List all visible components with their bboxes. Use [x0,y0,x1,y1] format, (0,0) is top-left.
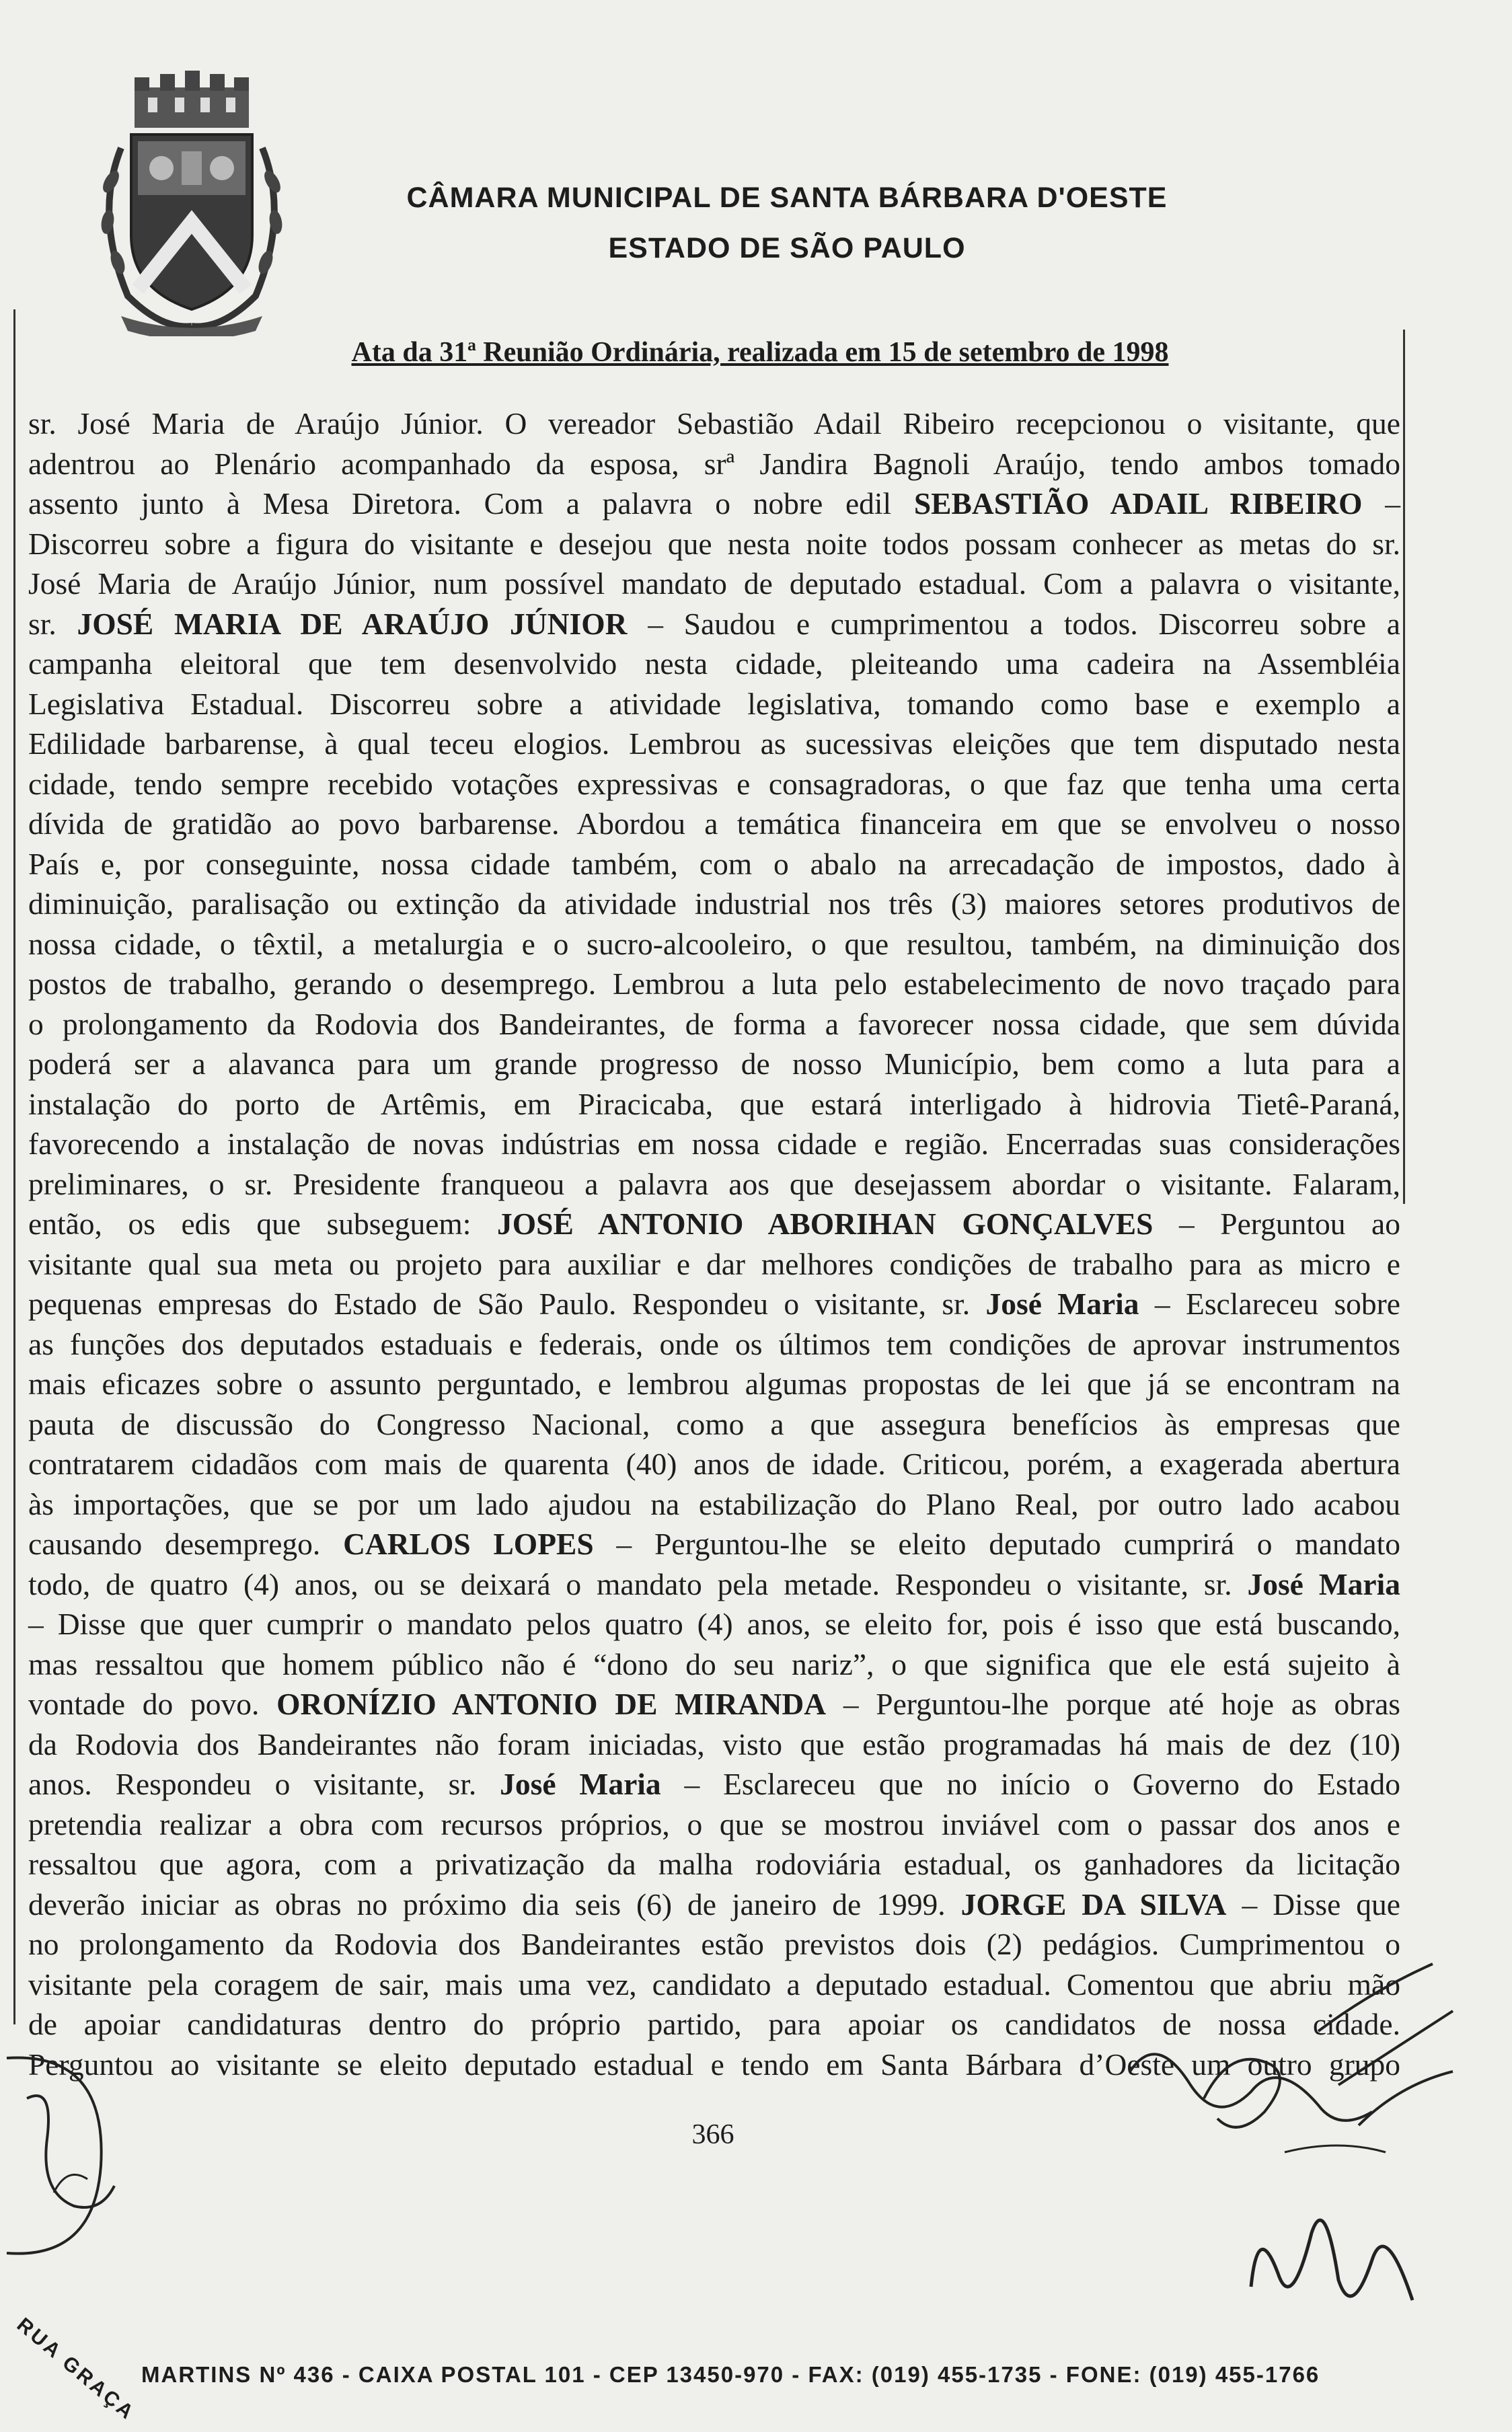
text-segment: visitante pela coragem de sair, mais uma vez, candidato a deputado estadual. Comentou que abriu mão [28,1967,1400,2002]
text-segment: mais eficazes sobre o assunto perguntado, e lembrou algumas propostas de lei que já se encontram na [28,1367,1400,1401]
bold-name: JORGE DA SILVA [960,1887,1227,1922]
text-line [28,1844,1400,1885]
text-line [28,1004,1400,1044]
text-line [28,1204,1400,1244]
text-segment: pequenas empresas do Estado de São Paulo. Respondeu o visitante, sr. [28,1287,986,1321]
organization-name: CÂMARA MUNICIPAL DE SANTA BÁRBARA D'OESTE [406,182,1168,214]
text-segment: pretendia realizar a obra com recursos próprios, o que se mostrou inviável com o passar dos anos e [28,1807,1400,1841]
text-line [28,924,1400,964]
text-segment: pauta de discussão do Congresso Nacional, como a que assegura benefícios às empresas que [28,1406,1400,1441]
text-line [28,1244,1400,1285]
text-line [28,1724,1400,1765]
text-line [28,1124,1400,1164]
text-line [28,1444,1400,1484]
municipal-coat-of-arms-icon [81,67,303,336]
text-line [28,1804,1400,1845]
bold-name: SEBASTIÃO ADAIL RIBEIRO [913,486,1363,521]
text-line [28,1324,1400,1365]
text-segment: então, os edis que subseguem: [28,1207,498,1241]
text-line [28,1284,1400,1324]
text-segment: postos de trabalho, gerando o desemprego. Lembrou a luta pelo estabelecimento de novo traçado para [28,966,1400,1001]
text-segment: José Maria de Araújo Júnior, num possível mandato de deputado estadual. Com a palavra o visitante, [28,566,1400,601]
page-number: 366 [691,2119,734,2150]
text-segment: causando desemprego. [28,1527,344,1561]
text-line [28,964,1400,1004]
text-segment: – Disse que [1226,1887,1401,1922]
text-segment: as funções dos deputados estaduais e federais, onde os últimos tem condições de aprovar instrumentos [28,1326,1400,1361]
text-segment: sr. José Maria de Araújo Júnior. O vereador Sebastião Adail Ribeiro recepcionou o visitante, que [28,406,1400,441]
text-segment: visitante qual sua meta ou projeto para auxiliar e dar melhores condições de trabalho para as micro e [28,1246,1400,1281]
text-segment: – Esclareceu sobre [1139,1287,1400,1321]
text-line [28,884,1400,924]
text-segment: – [1362,486,1400,521]
organization-state: ESTADO DE SÃO PAULO [608,232,966,264]
text-segment: de apoiar candidaturas dentro do próprio partido, para apoiar os candidatos de nossa cidade. [28,2007,1400,2041]
text-segment: assento junto à Mesa Diretora. Com a palavra o nobre edil [28,486,914,521]
handwritten-signature-bottom-left [0,2031,175,2273]
text-line [28,1684,1400,1724]
text-segment: às importações, que se por um lado ajudou na estabilização do Plano Real, por outro lado acabou [28,1486,1400,1521]
text-line [28,1364,1400,1404]
handwritten-signature-right [1117,1950,1466,2193]
bold-name: CARLOS LOPES [343,1527,594,1561]
text-segment: adentrou ao Plenário acompanhado da esposa, srª Jandira Bagnoli Araújo, tendo ambos tomado [28,446,1400,481]
text-line [28,1604,1400,1644]
text-segment: anos. Respondeu o visitante, sr. [28,1767,500,1801]
text-segment: instalação do porto de Artêmis, em Piracicaba, que estará interligado à hidrovia Tietê-Paraná, [28,1086,1400,1121]
document-title: Ata da 31ª Reunião Ordinária, realizada em 15 de setembro de 1998 [351,337,1169,368]
text-segment: dívida de gratidão ao povo barbarense. Abordou a temática financeira em que se envolveu o nosso [28,806,1400,841]
text-segment: nossa cidade, o têxtil, a metalurgia e o sucro-alcooleiro, o que resultou, também, na diminuição dos [28,926,1400,961]
text-segment: deverão iniciar as obras no próximo dia seis (6) de janeiro de 1999. [28,1887,961,1922]
text-line [28,764,1400,804]
text-line [28,484,1400,524]
text-segment: País e, por conseguinte, nossa cidade também, com o abalo na arrecadação de impostos, dado à [28,846,1400,881]
text-line [28,1564,1400,1605]
text-line [28,1084,1400,1125]
footer-address [12,2314,1507,2425]
text-segment: Edilidade barbarense, à qual teceu elogios. Lembrou as sucessivas eleições que tem disputado nesta [28,726,1400,761]
text-line [28,844,1400,884]
text-segment: da Rodovia dos Bandeirantes não foram iniciadas, visto que estão programadas há mais de dez (10) [28,1726,1400,1761]
text-line [28,604,1400,644]
text-line [28,684,1400,724]
text-segment: o prolongamento da Rodovia dos Bandeirantes, de forma a favorecer nossa cidade, que sem dúvida [28,1006,1400,1041]
text-line [28,524,1400,564]
text-segment: campanha eleitoral que tem desenvolvido nesta cidade, pleiteando uma cadeira na Assembléia [28,646,1400,681]
text-line [28,724,1400,764]
text-segment: no prolongamento da Rodovia dos Bandeirantes estão previstos dois (2) pedágios. Cumprimentou o [28,1927,1400,1961]
text-line [28,1885,1400,1925]
handwritten-signature-bottom-right [1238,2179,1439,2327]
left-margin-line [13,309,15,2024]
text-segment: Perguntou ao visitante se eleito deputado estadual e tendo em Santa Bárbara d’Oeste um outro grupo [28,2047,1400,2082]
text-line [28,1764,1400,1804]
bold-name: JOSÉ ANTONIO ABORIHAN GONÇALVES [497,1207,1154,1241]
text-segment: diminuição, paralisação ou extinção da atividade industrial nos três (3) maiores setores produtivos de [28,886,1400,921]
text-segment: – Perguntou-lhe porque até hoje as obras [826,1687,1400,1721]
text-line [28,1404,1400,1445]
text-segment: – Perguntou-lhe se eleito deputado cumprirá o mandato [593,1527,1400,1561]
text-segment: cidade, tendo sempre recebido votações expressivas e consagradoras, o que faz que tenha uma certa [28,766,1400,801]
text-line [28,444,1400,484]
text-line [28,564,1400,604]
bold-name: José Maria [985,1287,1139,1321]
text-segment: – Disse que quer cumprir o mandato pelos quatro (4) anos, se eleito for, pois é isso que está buscando, [28,1607,1400,1641]
text-segment: mas ressaltou que homem público não é “dono do seu nariz”, o que significa que ele está sujeito à [28,1646,1400,1681]
text-line [28,804,1400,844]
right-margin-line [1403,330,1405,1204]
text-segment: – Esclareceu que no início o Governo do Estado [660,1767,1401,1801]
text-line [28,1524,1400,1564]
text-line [28,1164,1400,1205]
footer-contact-line: MARTINS Nº 436 - CAIXA POSTAL 101 - CEP 13450-970 - FAX: (019) 455-1735 - FONE: (019) 455-1766 [141,2362,1320,2387]
footer-street: RUA GRAÇA [12,2314,140,2425]
text-segment: Discorreu sobre a figura do visitante e desejou que nesta noite todos possam conhecer as metas do sr. [28,526,1400,561]
text-segment: vontade do povo. [28,1687,277,1721]
bold-name: JOSÉ MARIA DE ARAÚJO JÚNIOR [77,606,628,641]
text-line [28,1484,1400,1525]
text-segment: sr. [28,606,77,641]
bold-name: José Maria [500,1767,661,1801]
text-segment: – Perguntou ao [1153,1207,1400,1241]
text-segment: poderá ser a alavanca para um grande progresso de nosso Município, bem como a luta para a [28,1047,1400,1081]
text-line [28,1644,1400,1685]
text-line [28,404,1400,444]
text-segment: – Saudou e cumprimentou a todos. Discorreu sobre a [627,606,1400,641]
text-segment: Legislativa Estadual. Discorreu sobre a atividade legislativa, tomando como base e exemplo a [28,686,1400,721]
text-segment: favorecendo a instalação de novas indústrias em nossa cidade e região. Encerradas suas considerações [28,1127,1400,1161]
text-segment: contratarem cidadãos com mais de quarenta (40) anos de idade. Criticou, porém, a exagerada abertura [28,1447,1400,1481]
text-segment: preliminares, o sr. Presidente franqueou a palavra aos que desejassem abordar o visitante. Falaram, [28,1166,1400,1201]
text-segment: ressaltou que agora, com a privatização da malha rodoviária estadual, os ganhadores da licitação [28,1847,1400,1881]
minutes-body-text [28,404,1400,2084]
bold-name: ORONÍZIO ANTONIO DE MIRANDA [276,1687,827,1721]
text-segment: todo, de quatro (4) anos, ou se deixará o mandato pela metade. Respondeu o visitante, sr. [28,1566,1248,1601]
text-line [28,1044,1400,1084]
bold-name: José Maria [1247,1566,1400,1601]
text-line [28,644,1400,684]
